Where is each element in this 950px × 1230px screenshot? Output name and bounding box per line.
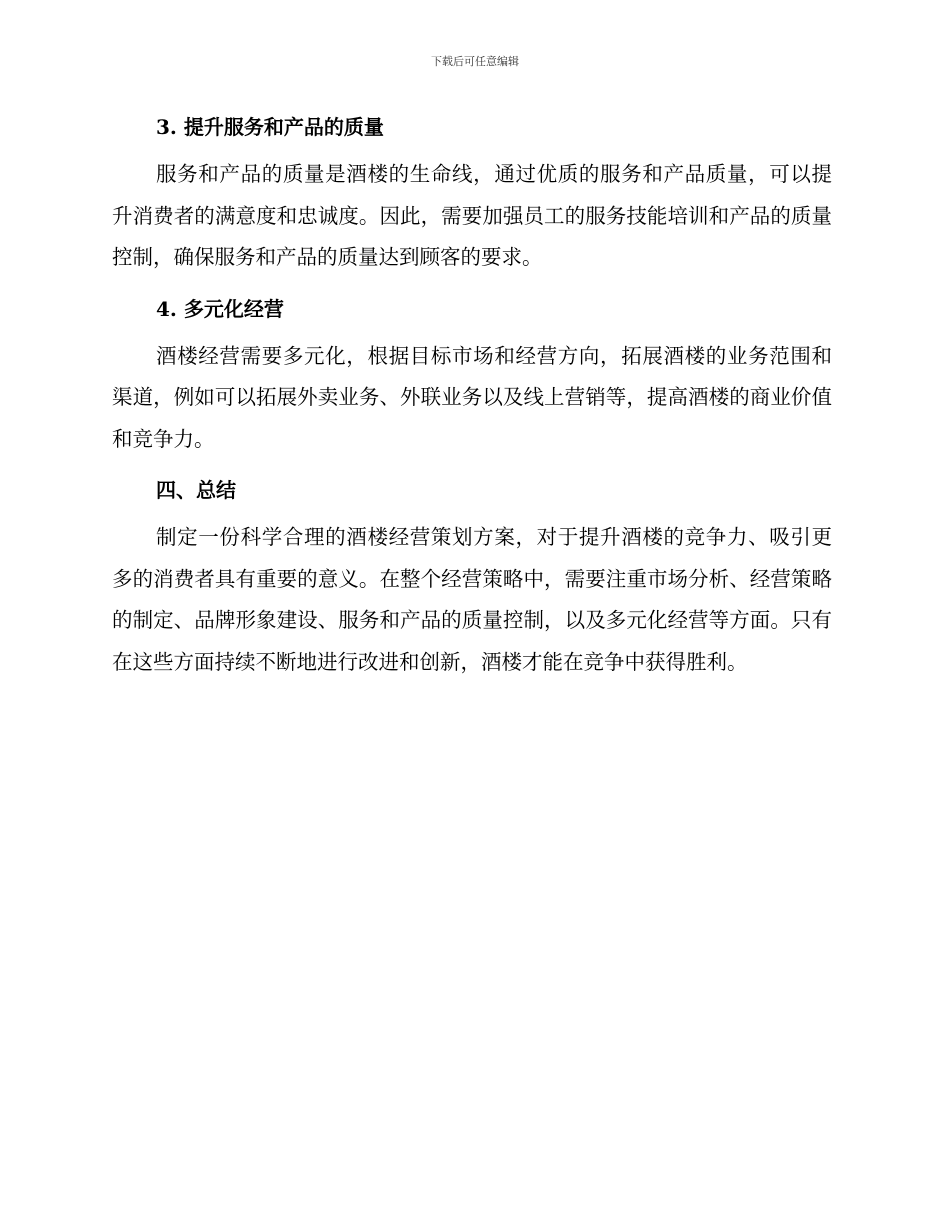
document-body [112, 110, 832, 683]
section-heading-summary: 四、总结 [156, 478, 236, 502]
section-heading-quality: 3. 提升服务和产品的质量 [156, 115, 384, 139]
section-paragraph-diversification: 酒楼经营需要多元化，根据目标市场和经营方向，拓展酒楼的业务范围和渠道，例如可以拓展外卖业务、外联业务以及线上营销等，提高酒楼的商业价值和竞争力。 [112, 343, 832, 451]
section-heading-diversification: 4. 多元化经营 [156, 296, 284, 321]
section-paragraph-summary: 制定一份科学合理的酒楼经营策划方案，对于提升酒楼的竞争力、吸引更多的消费者具有重要的意义。在整个经营策略中，需要注重市场分析、经营策略的制定、品牌形象建设、服务和产品的质量控制，以及多元化经营等方面。只有在这些方面持续不断地进行改进和创新，酒楼才能在竞争中获得胜利。 [112, 525, 832, 674]
section-paragraph-quality: 服务和产品的质量是酒楼的生命线，通过优质的服务和产品质量，可以提升消费者的满意度和忠诚度。因此，需要加强员工的服务技能培训和产品的质量控制，确保服务和产品的质量达到顾客的要求。 [112, 162, 832, 269]
page-header: 下载后可任意编辑 [431, 55, 519, 68]
